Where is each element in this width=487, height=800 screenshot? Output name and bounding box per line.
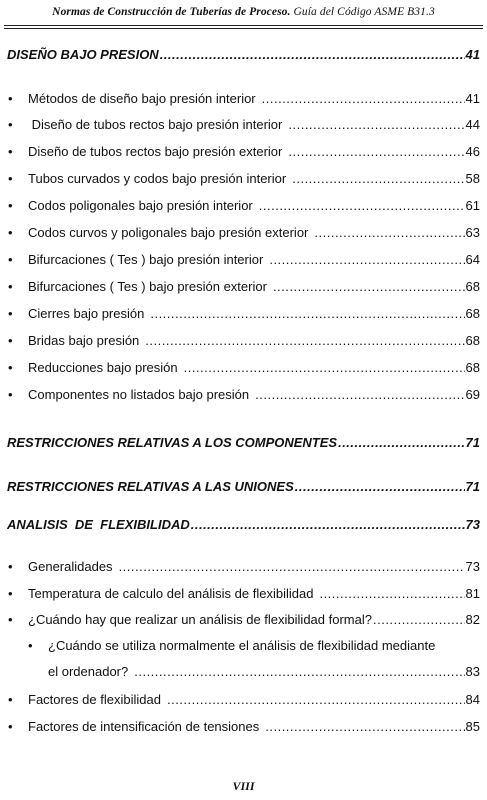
leader-dots (295, 479, 465, 494)
item-page: 69 (465, 387, 480, 402)
leader-dots (191, 517, 465, 532)
leader-dots (314, 225, 464, 240)
toc-item[interactable] (8, 612, 480, 627)
toc-section-analisis-flexibilidad[interactable] (7, 517, 480, 532)
header-subtitle: Guía del Código ASME B31.3 (293, 6, 435, 18)
toc-item[interactable] (8, 719, 480, 734)
item-title: Temperatura de calculo del análisis de flexibilidad (28, 586, 314, 601)
leader-dots (184, 360, 465, 375)
bullet-icon: • (8, 306, 13, 321)
toc-item[interactable] (8, 692, 480, 707)
header-rule (4, 25, 483, 29)
leader-dots (255, 387, 464, 402)
item-page: 85 (465, 719, 480, 734)
item-title: Codos poligonales bajo presión interior (28, 198, 253, 213)
leader-dots (119, 559, 465, 574)
bullet-icon: • (8, 719, 13, 734)
section-title: ANALISIS DE FLEXIBILIDAD (7, 517, 190, 532)
bullet-icon: • (28, 638, 33, 653)
bullet-icon: • (8, 360, 13, 375)
item-page: 82 (465, 612, 480, 627)
item-title: Factores de intensificación de tensiones (28, 719, 260, 734)
leader-dots (292, 171, 464, 186)
toc-item[interactable] (8, 117, 480, 132)
item-page: 68 (465, 306, 480, 321)
bullet-icon: • (8, 144, 13, 159)
item-page: 63 (465, 225, 480, 240)
leader-dots (259, 198, 465, 213)
toc-item[interactable] (8, 559, 480, 574)
section-title: RESTRICCIONES RELATIVAS A LAS UNIONES (7, 479, 294, 494)
item-page: 46 (465, 144, 480, 159)
bullet-icon: • (8, 252, 13, 267)
toc-item[interactable] (8, 225, 480, 240)
item-page: 81 (465, 586, 480, 601)
leader-dots (273, 279, 465, 294)
page-folio: VIII (232, 779, 255, 793)
item-title: Bifurcaciones ( Tes ) bajo presión interior (28, 252, 264, 267)
toc-item[interactable] (8, 586, 480, 601)
item-page: 68 (465, 279, 480, 294)
leader-dots (167, 692, 465, 707)
item-title: Bifurcaciones ( Tes ) bajo presión exterior (28, 279, 267, 294)
item-title: Cierres bajo presión (28, 306, 145, 321)
item-title: Componentes no listados bajo presión (28, 387, 250, 402)
leader-dots (319, 586, 464, 601)
bullet-icon: • (8, 692, 13, 707)
item-title: ¿Cuándo hay que realizar un análisis de flexibilidad formal? (28, 612, 372, 627)
item-title: Diseño de tubos rectos bajo presión interior (28, 117, 283, 132)
leader-dots (338, 435, 464, 450)
item-title: Métodos de diseño bajo presión interior (28, 91, 256, 106)
leader-dots (265, 719, 464, 734)
item-title: Diseño de tubos rectos bajo presión exterior (28, 144, 283, 159)
bullet-icon: • (8, 91, 13, 106)
item-title-line1: ¿Cuándo se utiliza normalmente el análisis de flexibilidad mediante (48, 638, 436, 653)
toc-item[interactable] (8, 91, 480, 106)
toc-item[interactable] (8, 360, 480, 375)
leader-dots (269, 252, 464, 267)
header-title: Normas de Construcción de Tuberías de Proceso. (52, 6, 291, 18)
running-header (0, 6, 487, 18)
leader-dots (373, 612, 465, 627)
item-title: el ordenador? (48, 664, 129, 679)
item-page: 68 (465, 360, 480, 375)
leader-dots (145, 333, 464, 348)
item-page: 64 (465, 252, 480, 267)
item-page: 83 (465, 664, 480, 679)
toc-item[interactable] (8, 171, 480, 186)
item-title: Generalidades (28, 559, 113, 574)
item-page: 84 (465, 692, 480, 707)
section-page: 71 (465, 435, 480, 450)
item-title: Bridas bajo presión (28, 333, 140, 348)
toc-item[interactable] (8, 252, 480, 267)
leader-dots (262, 91, 465, 106)
toc-section-restricciones-componentes[interactable] (7, 435, 480, 450)
bullet-icon: • (8, 333, 13, 348)
section-page: 73 (465, 517, 480, 532)
toc-item[interactable] (8, 387, 480, 402)
toc-item[interactable] (8, 333, 480, 348)
leader-dots (134, 664, 464, 679)
item-title: Tubos curvados y codos bajo presión interior (28, 171, 287, 186)
toc-item[interactable] (48, 664, 480, 679)
bullet-icon: • (8, 586, 13, 601)
item-page: 58 (465, 171, 480, 186)
section-page: 41 (465, 47, 480, 62)
bullet-icon: • (8, 279, 13, 294)
item-page: 44 (465, 117, 480, 132)
section-title: DISEÑO BAJO PRESION (7, 47, 159, 62)
leader-dots (150, 306, 464, 321)
toc-item[interactable] (8, 144, 480, 159)
item-page: 68 (465, 333, 480, 348)
toc-item[interactable] (8, 279, 480, 294)
bullet-icon: • (8, 387, 13, 402)
item-title: Factores de flexibilidad (28, 692, 161, 707)
leader-dots (288, 117, 464, 132)
bullet-icon: • (8, 559, 13, 574)
toc-section-restricciones-uniones[interactable] (7, 479, 480, 494)
item-page: 41 (465, 91, 480, 106)
item-page: 61 (465, 198, 480, 213)
toc-section-diseno[interactable] (7, 47, 480, 62)
toc-item[interactable] (8, 306, 480, 321)
leader-dots (160, 47, 465, 62)
bullet-icon: • (8, 225, 13, 240)
item-title: Codos curvos y poligonales bajo presión exterior (28, 225, 309, 240)
bullet-icon: • (8, 117, 13, 132)
item-title: Reducciones bajo presión (28, 360, 178, 375)
item-page: 73 (465, 559, 480, 574)
bullet-icon: • (8, 171, 13, 186)
leader-dots (288, 144, 464, 159)
section-title: RESTRICCIONES RELATIVAS A LOS COMPONENTES (7, 435, 338, 450)
bullet-icon: • (8, 612, 13, 627)
toc-item-wrapped-first-line[interactable] (28, 638, 480, 653)
toc-item[interactable] (8, 198, 480, 213)
section-page: 71 (465, 479, 480, 494)
bullet-icon: • (8, 198, 13, 213)
